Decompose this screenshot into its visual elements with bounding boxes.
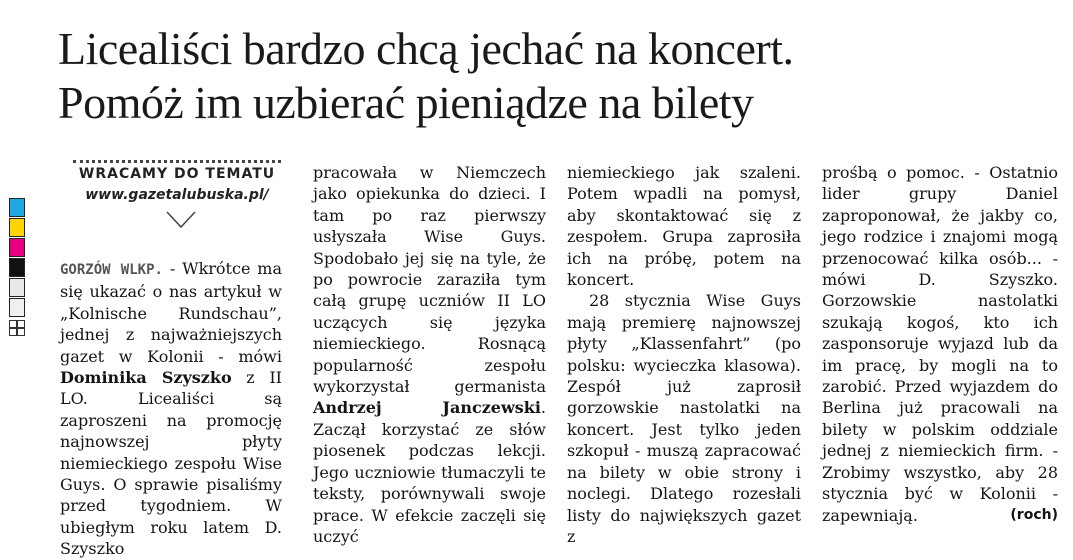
article-column-2 xyxy=(313,162,546,547)
related-topic-title: WRACAMY DO TEMATU xyxy=(78,166,276,182)
registration-mark-icon xyxy=(9,320,25,336)
person-name-andrzej: Andrzej Janczewski xyxy=(313,398,541,418)
chevron-down-icon xyxy=(165,210,197,230)
headline xyxy=(58,22,1058,130)
col1-text-b: z II LO. Licealiści są zaproszeni na promocję najnowszej płyty niemieckiego zespołu Wise Guys. O sprawie pisaliśmy przed tygodniem. W ubiegłym roku latem D. Szyszko xyxy=(60,368,282,559)
white-swatch xyxy=(9,298,25,317)
col3-paragraph-2: 28 stycznia Wise Guys mają premierę najnowszej płyty „Klassenfahrt” (po polsku: wycieczka klasowa). Zespół już zaprosił gorzowskie nastolatki na koncert. Jest tylko jeden szkopuł - muszą zapracować na bilety w obie strony i noclegi. Dlatego rozesłali listy do największych gazet z xyxy=(567,291,801,546)
col1-text-a: - Wkrótce ma się ukazać o nas artykuł w „Kolnische Rundschau”, jednej z najważniejszych gazet w Kolonii - mówi xyxy=(60,259,282,366)
col4-text: prośbą o pomoc. - Ostatnio lider grupy Daniel zaproponował, że jakby co, jego rodzice i znajomi mogą przenocować kilka osób... - mówi D. Szyszko. Gorzowskie nastolatki szukają kogoś, kto ich zasponsoruje wyjazd lub da im pracę, by mogli na to zarobić. Przed wyjazdem do Berlina już pracowali na bilety w polskim oddziale jednej z niemieckich firm. - Zrobimy wszystko, aby 28 stycznia być w Kolonii - zapewniają. xyxy=(822,163,1058,525)
person-name-dominika: Dominika Szyszko xyxy=(60,368,232,388)
dateline: GORZÓW WLKP. xyxy=(60,262,163,278)
magenta-swatch xyxy=(9,238,25,257)
related-topic-box xyxy=(73,160,281,240)
col2-text-a: pracowała w Niemczech jako opiekunka do dzieci. I tam po raz pierwszy usłyszała Wise Guys. Spodobało jej się na tyle, że po powrocie zaraziła tym całą grupę uczniów II LO uczących się języka niemieckiego. Rosnącą popularność zespołu wykorzystał germanista xyxy=(313,163,546,397)
headline-line-1: Licealiści bardzo chcą jechać na koncert. xyxy=(58,23,794,74)
yellow-swatch xyxy=(9,218,25,237)
article-column-1 xyxy=(60,258,282,560)
dotted-divider xyxy=(73,160,281,163)
cyan-swatch xyxy=(9,198,25,217)
author-signature: (roch) xyxy=(1010,506,1058,523)
article-column-3 xyxy=(567,162,801,547)
article-column-4 xyxy=(822,162,1058,526)
related-topic-url: www.gazetalubuska.pl/ xyxy=(85,187,269,203)
headline-line-2: Pomóż im uzbierać pieniądze na bilety xyxy=(58,77,754,128)
printer-color-bar xyxy=(9,198,25,336)
gray-swatch xyxy=(9,278,25,297)
black-swatch xyxy=(9,258,25,277)
col3-paragraph-1: niemieckiego jak szaleni. Potem wpadli na pomysł, aby skontaktować się z zespołem. Grupa zaprosiła ich na próbę, potem na koncert. xyxy=(567,163,801,290)
col2-text-b: . Zaczął korzystać ze słów piosenek podczas lekcji. Jego uczniowie tłumaczyli te teksty, porównywali swoje prace. W efekcie zaczęli się uczyć xyxy=(313,398,546,546)
